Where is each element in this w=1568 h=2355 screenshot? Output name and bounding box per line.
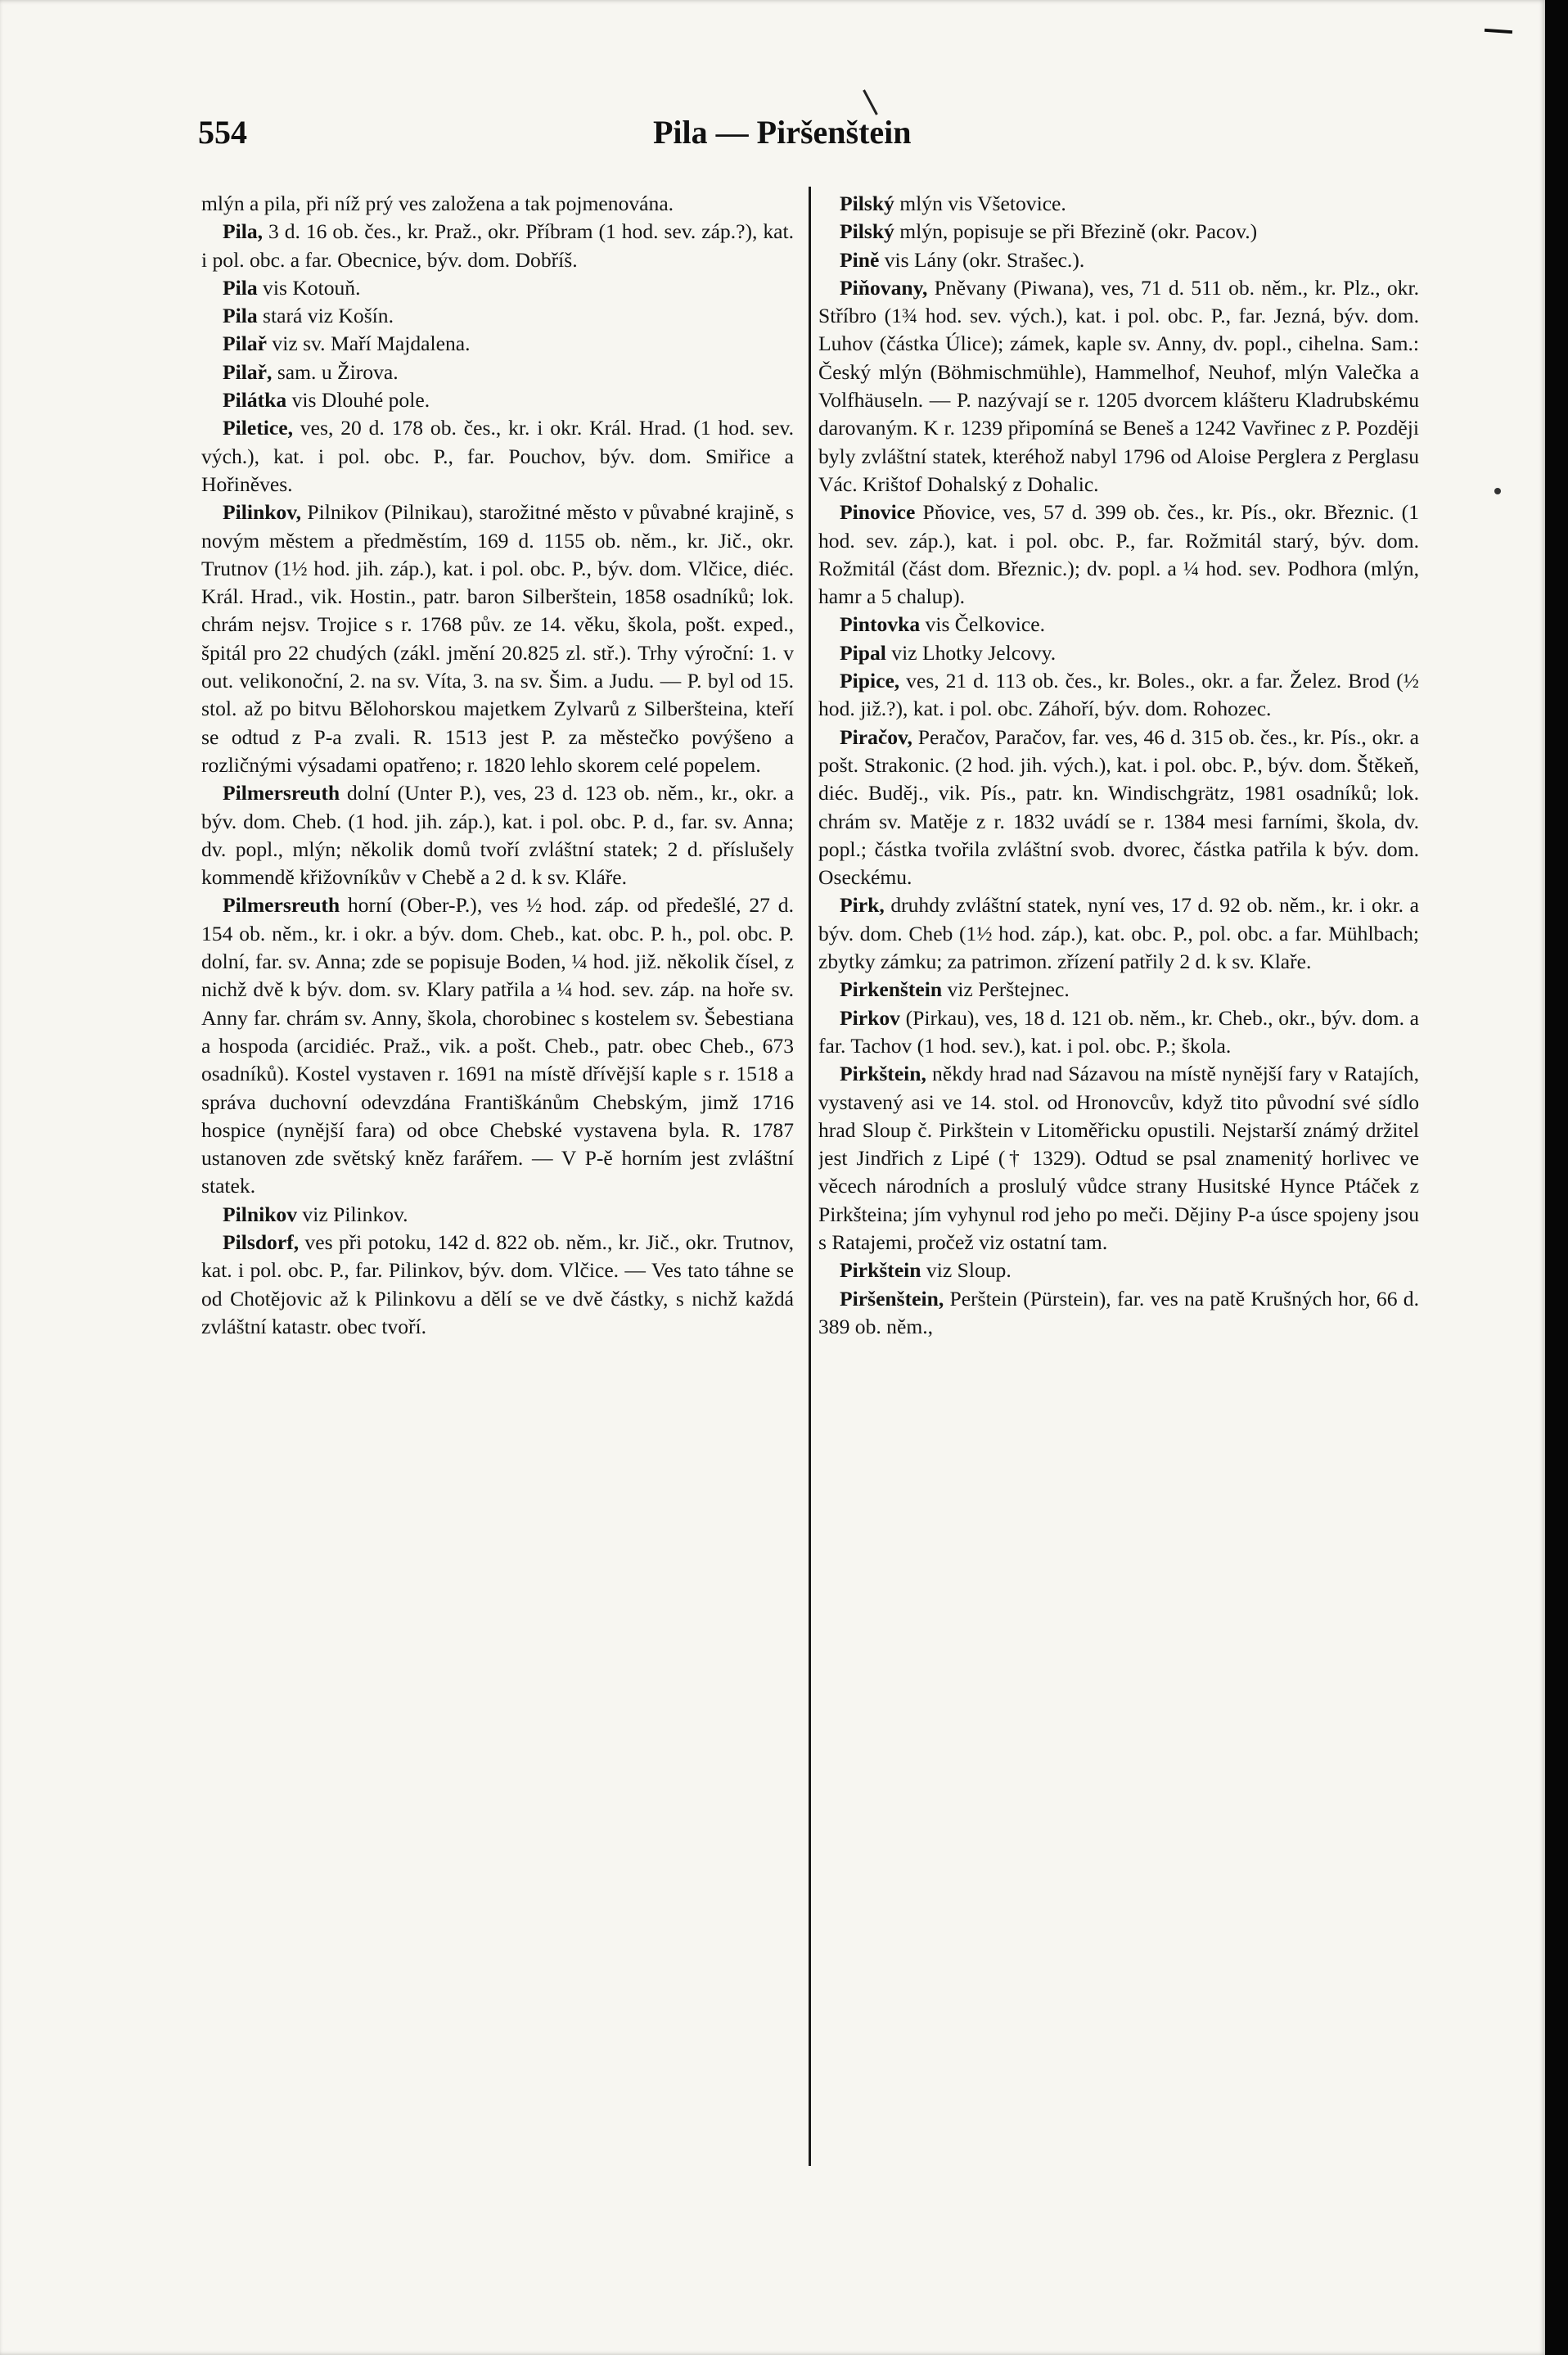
- dictionary-entry: [201, 274, 794, 302]
- entry-text: sam. u Žirova.: [272, 359, 399, 384]
- entry-text: (Pirkau), ves, 18 d. 121 ob. něm., kr. Cheb., okr., býv. dom. a far. Tachov (1 hod. sev.), kat. i pol. obc. P.; škola.: [818, 1005, 1419, 1058]
- dictionary-entry: [201, 779, 794, 891]
- dictionary-entry: [818, 667, 1419, 724]
- dictionary-entry: [818, 891, 1419, 976]
- dictionary-entry: [818, 190, 1419, 218]
- entry-text: horní (Ober-P.), ves ½ hod. záp. od předešlé, 27 d. 154 ob. něm., kr. i okr. a býv. dom. Cheb., kat. obc. P. h., pol. obc. P. dolní, far. sv. Anna; zde se popisuje Boden, ¼ hod. již. několik čísel, z nichž dvě k býv. dom. sv. Klary patřila a ¼ hod. sev. záp. na hoře sv. Anny far. chrám sv. Anny, škola, chorobinec s kostelem sv. Šebestiana a hospoda (arcidiéc. Praž., vik. a pošt. Cheb., patr. obec Cheb., 673 osadníků). Kostel vystaven r. 1691 na místě dřívější kaple s r. 1518 a správa duchovní odevzdána Františkánům Chebským, jimž 1716 hospice (nynější fara) od obce Chebské vystavena byla. R. 1787 ustanoven zde světský kněz farářem. — V P-ě horním jest zvláštní statek.: [201, 893, 794, 1198]
- entry-text: viz Lhotky Jelcovy.: [885, 640, 1057, 665]
- entry-headword: Pilmersreuth: [223, 781, 340, 805]
- dictionary-entry: [818, 218, 1419, 246]
- dictionary-entry: [201, 302, 794, 330]
- page-header: [198, 113, 967, 162]
- entry-headword: Pirkov: [840, 1005, 900, 1030]
- dictionary-entry: [201, 1229, 794, 1341]
- entry-headword: Pila: [223, 304, 258, 328]
- entry-headword: Pině: [840, 247, 880, 272]
- entry-text: druhdy zvláštní statek, nyní ves, 17 d. 92 ob. něm., kr. i okr. a býv. dom. Cheb (1½ hod. záp.), kat. obc. P., pol. obc. a far. Mühlbach; zbytky zámku; za patrimon. zřízení patřily 2 d. k sv. Klaře.: [818, 893, 1419, 974]
- page-number: 554: [198, 114, 247, 151]
- left-column: [201, 190, 794, 2171]
- entry-headword: Piračov,: [840, 724, 912, 749]
- dictionary-entry: [201, 386, 794, 414]
- dictionary-entry: [818, 1060, 1419, 1256]
- entry-text: viz sv. Maří Majdalena.: [267, 332, 471, 356]
- entry-headword: Pirkštein,: [840, 1062, 926, 1086]
- entry-headword: Pila: [223, 275, 258, 300]
- entry-headword: Pinovice: [840, 500, 916, 525]
- entry-headword: Pipal: [840, 640, 886, 665]
- right-column: [818, 190, 1419, 2171]
- stray-tick-mark: [863, 89, 878, 115]
- dictionary-entry: [201, 330, 794, 358]
- entry-headword: Pilnikov: [223, 1202, 298, 1226]
- entry-text: Pilnikov (Pilnikau), starožitné město v půvabné krajině, s novým městem a předměstím, 169 d. 1155 ob. něm., kr. Jič., okr. Trutnov (1½ hod. jih. záp.), kat. i pol. obc. P., býv. dom. Vlčice, diéc. Král. Hrad., vik. Hostin., patr. baron Silberštein, 1858 osadníků; lok. chrám nejsv. Trojice s r. 1768 pův. ze 14. věku, škola, pošt. exped., špitál pro 22 chudých (zákl. jmění 20.825 zl. stř.). Trhy výroční: 1. v out. velikonoční, 2. na sv. Víta, 3. na sv. Šim. a Judu. — P. byl od 15. stol. až po bitvu Bělohorskou majetkem Zylvarů z Silberšteina, kteří se odtud z P-a zvali. R. 1513 jest P. za městečko povýšeno a rozličnými výsadami opatřeno; r. 1820 lehlo skorem celé popelem.: [201, 500, 794, 777]
- entry-text: dolní (Unter P.), ves, 23 d. 123 ob. něm., kr., okr. a býv. dom. Cheb. (1 hod. jih. záp.), kat. i pol. obc. P. d., far. sv. Anna; dv. popl., mlýn; několik domů tvoří zvláštní statek; 2 d. příslušely kommendě křižovníkův v Chebě a 2 d. k sv. Kláře.: [201, 781, 794, 890]
- entry-headword: Piňovany,: [840, 275, 928, 300]
- scan-border: [1545, 0, 1568, 2355]
- entry-text: viz Perštejnec.: [942, 977, 1070, 1002]
- entry-headword: Pilský: [840, 219, 894, 244]
- entry-text: stará viz Košín.: [257, 304, 394, 328]
- entry-text: Perštein (Pürstein), far. ves na patě Krušných hor, 66 d. 389 ob. něm.,: [818, 1286, 1419, 1338]
- dictionary-entry: [818, 499, 1419, 611]
- entry-headword: Pilský: [840, 192, 894, 215]
- entry-headword: Pirkštein: [840, 1258, 921, 1283]
- dictionary-entry: [201, 891, 794, 1200]
- dictionary-entry: [201, 190, 794, 218]
- entry-headword: Pilátka: [223, 388, 287, 413]
- dictionary-entry: [818, 1004, 1419, 1061]
- entry-headword: Pirkenštein: [840, 977, 943, 1002]
- entry-text: mlýn a pila, při níž prý ves založena a tak pojmenována.: [201, 192, 674, 215]
- entry-headword: Pila,: [223, 219, 264, 244]
- dictionary-entry: [201, 359, 794, 386]
- dictionary-entry: [201, 1201, 794, 1229]
- entry-headword: Pilmersreuth: [223, 893, 340, 918]
- entry-text: Pňovice, ves, 57 d. 399 ob. čes., kr. Pís., okr. Březnic. (1 hod. sev. záp.), kat. i pol. obc. P., far. Rožmitál starý, býv. dom. Rožmitál (část dom. Březnic.); dv. popl. a ¼ hod. sev. Podhora (mlýn, hamr a 5 chalup).: [818, 500, 1419, 609]
- entry-text: Peračov, Paračov, far. ves, 46 d. 315 ob. čes., kr. Pís., okr. a pošt. Strakonic. (2 hod. jih. vých.), kat. i pol. obc. P., býv. dom. Štěkeň, diéc. Buděj., vik. Pís., patr. kn. Windischgrätz, 1981 osadníků; lok. chrám sv. Matěje z r. 1832 uvádí se r. 1384 mesi farními, škola, dv. popl.; částka tvořila zvláštní svob. dvorec, částka patřila k býv. dom. Oseckému.: [818, 724, 1419, 890]
- dictionary-entry: [818, 246, 1419, 274]
- entry-text: viz Pilinkov.: [297, 1202, 408, 1226]
- entry-headword: Pilsdorf,: [223, 1229, 300, 1254]
- entry-headword: Pipice,: [840, 669, 900, 693]
- ink-speck: [1494, 488, 1501, 494]
- entry-headword: Pilař: [223, 332, 268, 356]
- dictionary-entry: [818, 639, 1419, 667]
- entry-text: vis Čelkovice.: [920, 612, 1045, 637]
- entry-text: ves při potoku, 142 d. 822 ob. něm., kr. Jič., okr. Trutnov, kat. i pol. obc. P., far. Pilinkov, býv. dom. Vlčice. — Ves tato táhne se od Chotějovic až k Pilinkovu a dělí se ve dvě částky, s nichž každá zvláštní katastr. obec tvoří.: [201, 1229, 794, 1338]
- dictionary-entry: [201, 499, 794, 779]
- entry-text: mlýn vis Všetovice.: [894, 192, 1066, 215]
- entry-text: Pněvany (Piwana), ves, 71 d. 511 ob. něm., kr. Plz., okr. Stříbro (1¾ hod. sev. vých.), kat. i pol. obc. P., far. Jezná, býv. dom. Luhov (částka Úlice); zámek, kaple sv. Anny, dv. popl., cihelna. Sam.: Český mlýn (Böhmischmühle), Hammelhof, Neuhof, mlýn Valečka a Volfhäuseln. — P. nazývají se r. 1205 dvorcem klášteru Kladrubskému darovaným. K r. 1239 připomíná se Beneš a 1242 Vavřinec z P. Později byly zvláštní statek, kteréhož nabyl 1796 od Aloise Perglera z Perglasu Vác. Krištof Dohalský z Dohalic.: [818, 275, 1419, 496]
- dictionary-entry: [818, 1285, 1419, 1342]
- dictionary-entry: [201, 218, 794, 274]
- entry-headword: Piletice,: [223, 416, 293, 440]
- entry-headword: Pilař,: [223, 359, 273, 384]
- column-divider: [809, 187, 811, 2166]
- dictionary-entry: [201, 414, 794, 499]
- entry-headword: Pintovka: [840, 612, 921, 637]
- entry-text: vis Lány (okr. Strašec.).: [879, 247, 1085, 272]
- dictionary-entry: [818, 1256, 1419, 1284]
- entry-text: ves, 21 d. 113 ob. čes., kr. Boles., okr. a far. Želez. Brod (½ hod. již.?), kat. i pol. obc. Záhoří, býv. dom. Rohozec.: [818, 669, 1419, 721]
- dictionary-entry: [818, 976, 1419, 1004]
- running-title: Pila — Piršenštein: [653, 114, 912, 151]
- entry-headword: Pirk,: [840, 893, 885, 918]
- dictionary-entry: [818, 724, 1419, 892]
- entry-text: 3 d. 16 ob. čes., kr. Praž., okr. Příbram (1 hod. sev. záp.?), kat. i pol. obc. a far. Obecnice, býv. dom. Dobříš.: [201, 219, 794, 272]
- entry-text: vis Dlouhé pole.: [286, 388, 430, 413]
- entry-text: mlýn, popisuje se při Březině (okr. Pacov.): [894, 219, 1258, 244]
- entry-text: viz Sloup.: [921, 1258, 1012, 1283]
- entry-text: ves, 20 d. 178 ob. čes., kr. i okr. Král. Hrad. (1 hod. sev. vých.), kat. i pol. obc. P., far. Pouchov, býv. dom. Smiřice a Hořiněves.: [201, 416, 794, 496]
- entry-text: vis Kotouň.: [257, 275, 361, 300]
- corner-mark: [1485, 29, 1512, 34]
- dictionary-entry: [818, 274, 1419, 499]
- dictionary-entry: [818, 611, 1419, 638]
- entry-headword: Piršenštein,: [840, 1286, 944, 1311]
- entry-text: někdy hrad nad Sázavou na místě nynější fary v Ratajích, vystavený asi ve 14. stol. od Hronovcův, když tito původní své sídlo hrad Sloup č. Pirkštein v Litoměřicku opustili. Nejstarší známý držitel jest Jindřich z Lipé († 1329). Odtud se psal znamenitý horlivec ve věcech národních a proslulý vůdce strany Husitské Hynce Ptáček z Pirkšteina; jím vyhynul rod jeho po meči. Dějiny P-a úsce spojeny jsou s Ratajemi, pročež viz ostatní tam.: [818, 1062, 1419, 1254]
- entry-headword: Pilinkov,: [223, 500, 302, 525]
